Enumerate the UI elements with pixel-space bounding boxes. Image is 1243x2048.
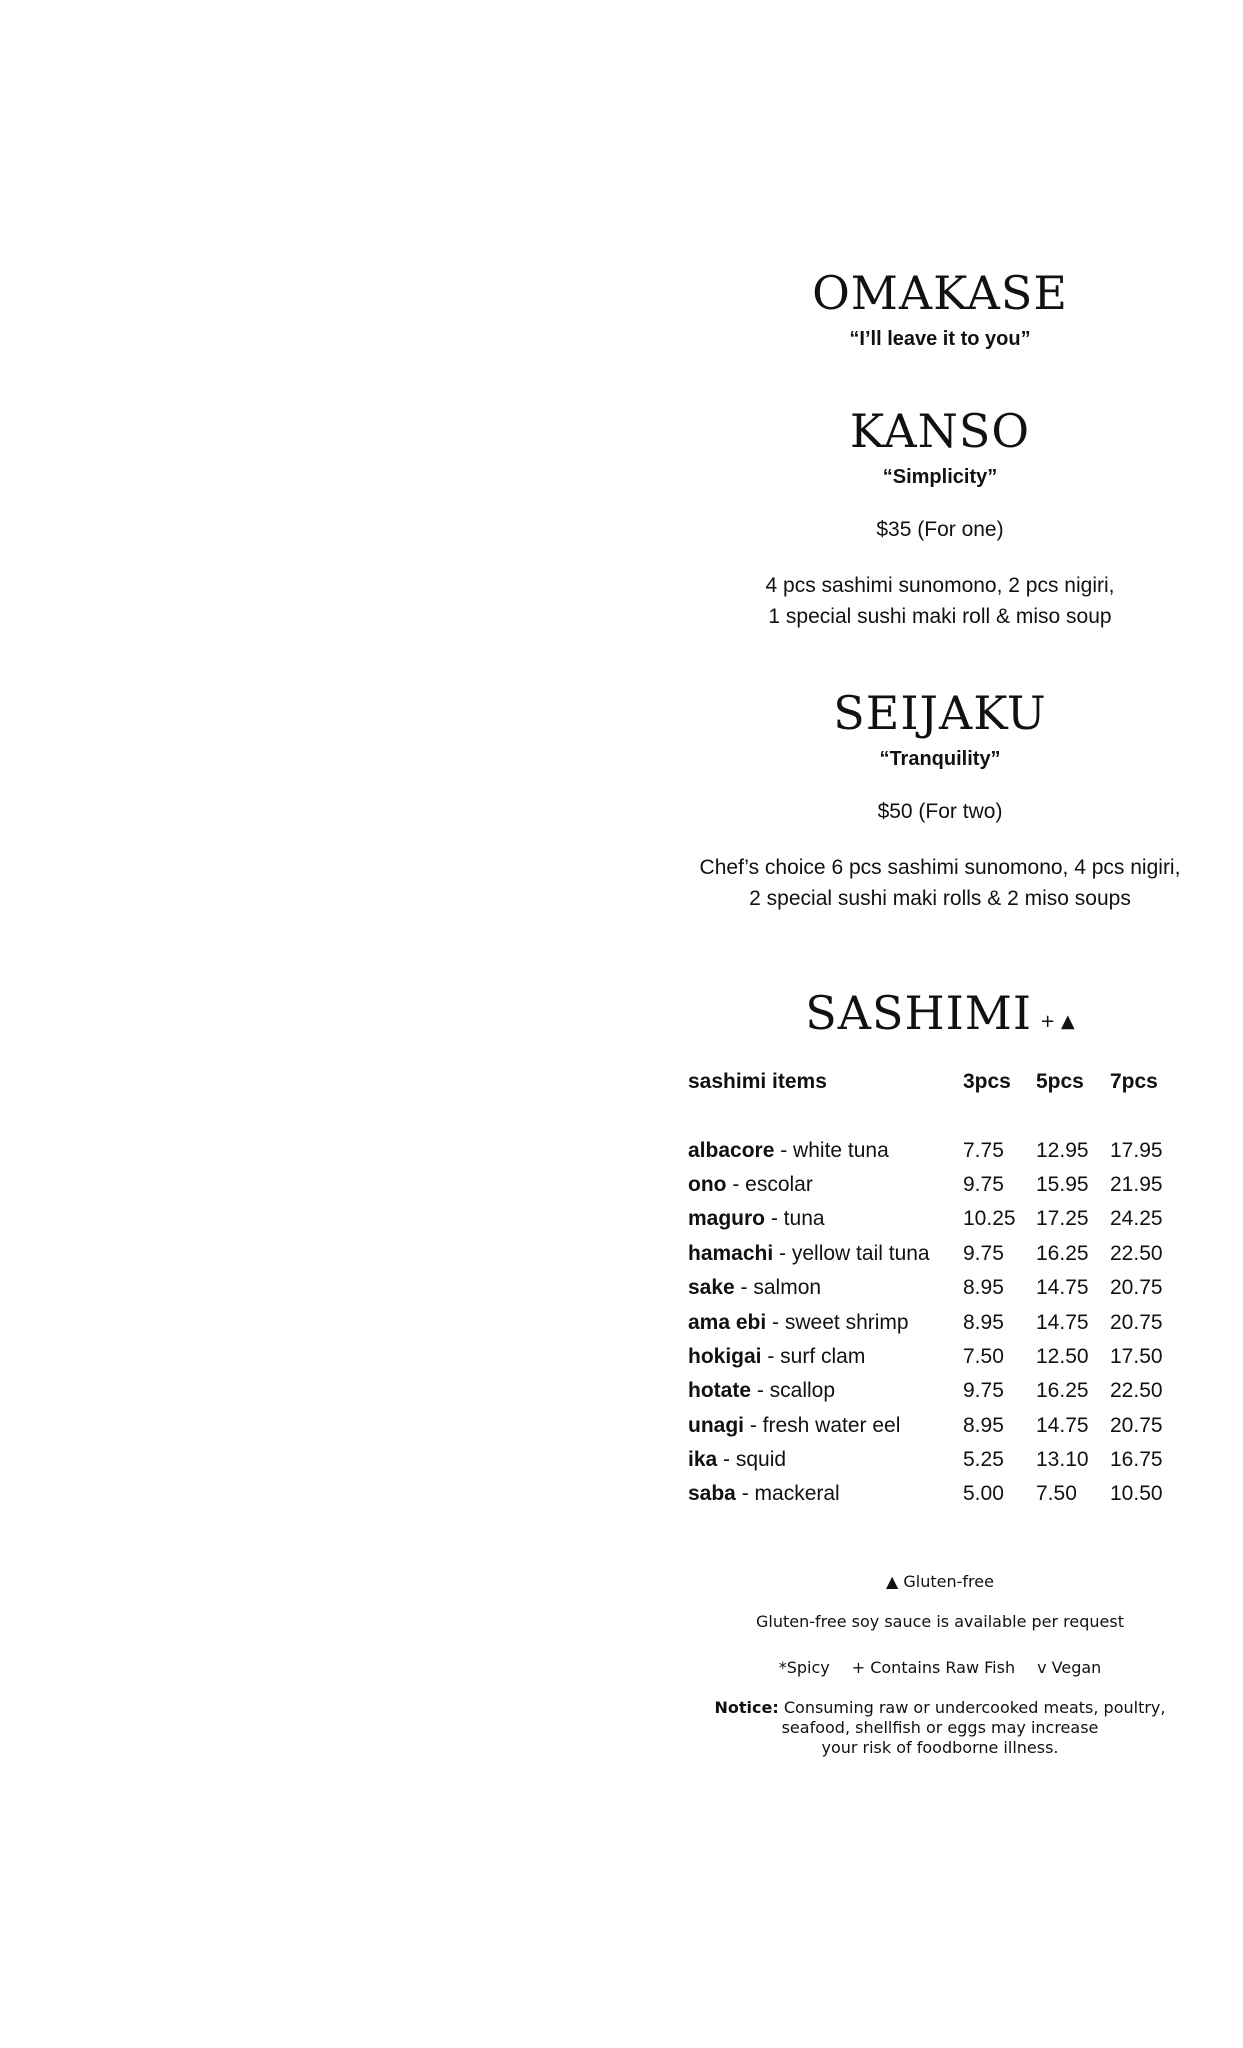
omakase-subtitle: “I’ll leave it to you” xyxy=(849,328,1031,350)
price-7pcs: 20.75 xyxy=(1110,1413,1163,1437)
price-3pcs: 7.75 xyxy=(963,1138,1004,1162)
item-name: unagi xyxy=(688,1413,744,1437)
price-5pcs: 14.75 xyxy=(1036,1413,1089,1437)
table-spacer xyxy=(688,1099,1180,1133)
seijaku-subtitle: “Tranquility” xyxy=(879,748,1001,770)
legend xyxy=(680,1658,1200,1677)
price-5pcs: 14.75 xyxy=(1036,1310,1089,1334)
item-name: hamachi xyxy=(688,1241,774,1265)
table-row xyxy=(688,1237,1180,1271)
col-header-5pcs: 5pcs xyxy=(1036,1070,1084,1093)
col-header-items: sashimi items xyxy=(688,1070,827,1093)
price-3pcs: 8.95 xyxy=(963,1276,1004,1300)
item-desc: - white tuna xyxy=(774,1138,889,1162)
seijaku-price: $50 (For two) xyxy=(877,800,1003,823)
item-cell xyxy=(688,1168,963,1202)
item-cell xyxy=(688,1202,963,1236)
item-desc: - mackeral xyxy=(735,1482,840,1506)
kanso-subtitle: “Simplicity” xyxy=(882,466,998,488)
price-7pcs: 20.75 xyxy=(1110,1310,1163,1334)
kanso-desc-line1: 4 pcs sashimi sunomono, 2 pcs nigiri, xyxy=(765,574,1115,597)
price-7pcs: 24.25 xyxy=(1110,1207,1163,1231)
table-row xyxy=(688,1271,1180,1305)
price-5pcs: 15.95 xyxy=(1036,1172,1089,1196)
price-7pcs: 17.50 xyxy=(1110,1344,1163,1368)
price-7pcs: 20.75 xyxy=(1110,1276,1163,1300)
price-7pcs: 22.50 xyxy=(1110,1241,1163,1265)
table-row xyxy=(688,1305,1180,1339)
notice xyxy=(680,1698,1200,1758)
sashimi-title: SASHIMI xyxy=(805,986,1033,1040)
gluten-free-note: ▲ Gluten-free xyxy=(886,1572,994,1591)
table-row xyxy=(688,1374,1180,1408)
notice-label: Notice: xyxy=(714,1698,779,1717)
price-3pcs: 9.75 xyxy=(963,1172,1004,1196)
table-row xyxy=(688,1443,1180,1477)
seijaku-title: SEIJAKU xyxy=(833,686,1047,740)
table-row xyxy=(688,1477,1180,1511)
notice-line1 xyxy=(680,1698,1200,1718)
price-7pcs: 17.95 xyxy=(1110,1138,1163,1162)
price-5pcs: 14.75 xyxy=(1036,1276,1089,1300)
price-7pcs: 21.95 xyxy=(1110,1172,1163,1196)
price-3pcs: 8.95 xyxy=(963,1413,1004,1437)
item-name: albacore xyxy=(688,1138,775,1162)
table-row xyxy=(688,1202,1180,1236)
item-cell xyxy=(688,1477,963,1511)
table-row xyxy=(688,1340,1180,1374)
item-desc: - tuna xyxy=(765,1207,825,1231)
soy-sauce-note: Gluten-free soy sauce is available per request xyxy=(756,1612,1124,1631)
price-3pcs: 8.95 xyxy=(963,1310,1004,1334)
price-7pcs: 22.50 xyxy=(1110,1379,1163,1403)
omakase-section xyxy=(670,266,1210,351)
item-desc: - escolar xyxy=(726,1172,813,1196)
table-row xyxy=(688,1168,1180,1202)
legend-vegan: v Vegan xyxy=(1037,1658,1102,1677)
seijaku-desc-line1: Chef’s choice 6 pcs sashimi sunomono, 4 pcs nigiri, xyxy=(699,856,1181,879)
item-desc: - squid xyxy=(717,1448,787,1472)
sashimi-section xyxy=(670,986,1210,1040)
item-cell xyxy=(688,1305,963,1339)
kanso-price: $35 (For one) xyxy=(876,518,1004,541)
price-3pcs: 9.75 xyxy=(963,1241,1004,1265)
price-5pcs: 7.50 xyxy=(1036,1482,1077,1506)
col-header-7pcs: 7pcs xyxy=(1110,1070,1158,1093)
item-desc: - scallop xyxy=(751,1379,836,1403)
sashimi-table xyxy=(688,1065,1180,1512)
item-desc: - yellow tail tuna xyxy=(773,1241,930,1265)
item-desc: - salmon xyxy=(734,1276,822,1300)
notice-text-1: Consuming raw or undercooked meats, poultry, xyxy=(778,1698,1166,1717)
item-name: ika xyxy=(688,1448,718,1472)
item-cell xyxy=(688,1374,963,1408)
kanso-desc-line2: 1 special sushi maki roll & miso soup xyxy=(768,605,1112,628)
item-name: sake xyxy=(688,1276,735,1300)
legend-raw-fish: + Contains Raw Fish xyxy=(851,1658,1016,1677)
item-cell xyxy=(688,1340,963,1374)
item-cell xyxy=(688,1133,963,1167)
price-3pcs: 7.50 xyxy=(963,1344,1004,1368)
item-name: hokigai xyxy=(688,1344,762,1368)
table-row xyxy=(688,1133,1180,1167)
item-name: hotate xyxy=(688,1379,751,1403)
sashimi-markers: + ▲ xyxy=(1040,1011,1075,1032)
price-5pcs: 12.50 xyxy=(1036,1344,1089,1368)
price-3pcs: 10.25 xyxy=(963,1207,1016,1231)
price-5pcs: 13.10 xyxy=(1036,1448,1089,1472)
price-5pcs: 16.25 xyxy=(1036,1379,1089,1403)
item-cell xyxy=(688,1237,963,1271)
kanso-section xyxy=(670,404,1210,632)
sashimi-header-row xyxy=(688,1065,1180,1099)
item-name: ono xyxy=(688,1172,727,1196)
notice-line3: your risk of foodborne illness. xyxy=(821,1738,1059,1757)
price-3pcs: 5.25 xyxy=(963,1448,1004,1472)
legend-spicy: *Spicy xyxy=(778,1658,830,1677)
item-cell xyxy=(688,1443,963,1477)
col-header-3pcs: 3pcs xyxy=(963,1070,1011,1093)
price-7pcs: 16.75 xyxy=(1110,1448,1163,1472)
item-desc: - surf clam xyxy=(761,1344,866,1368)
item-desc: - fresh water eel xyxy=(744,1413,901,1437)
price-5pcs: 16.25 xyxy=(1036,1241,1089,1265)
price-7pcs: 10.50 xyxy=(1110,1482,1163,1506)
kanso-title: KANSO xyxy=(849,404,1031,458)
seijaku-section xyxy=(670,686,1210,914)
item-cell xyxy=(688,1271,963,1305)
item-cell xyxy=(688,1409,963,1443)
item-name: ama ebi xyxy=(688,1310,767,1334)
price-3pcs: 9.75 xyxy=(963,1379,1004,1403)
seijaku-desc-line2: 2 special sushi maki rolls & 2 miso soups xyxy=(749,887,1131,910)
item-desc: - sweet shrimp xyxy=(766,1310,909,1334)
price-3pcs: 5.00 xyxy=(963,1482,1004,1506)
notice-line2: seafood, shellfish or eggs may increase xyxy=(781,1718,1099,1737)
price-5pcs: 12.95 xyxy=(1036,1138,1089,1162)
table-row xyxy=(688,1409,1180,1443)
omakase-title: OMAKASE xyxy=(812,266,1068,320)
item-name: maguro xyxy=(688,1207,766,1231)
item-name: saba xyxy=(688,1482,736,1506)
price-5pcs: 17.25 xyxy=(1036,1207,1089,1231)
